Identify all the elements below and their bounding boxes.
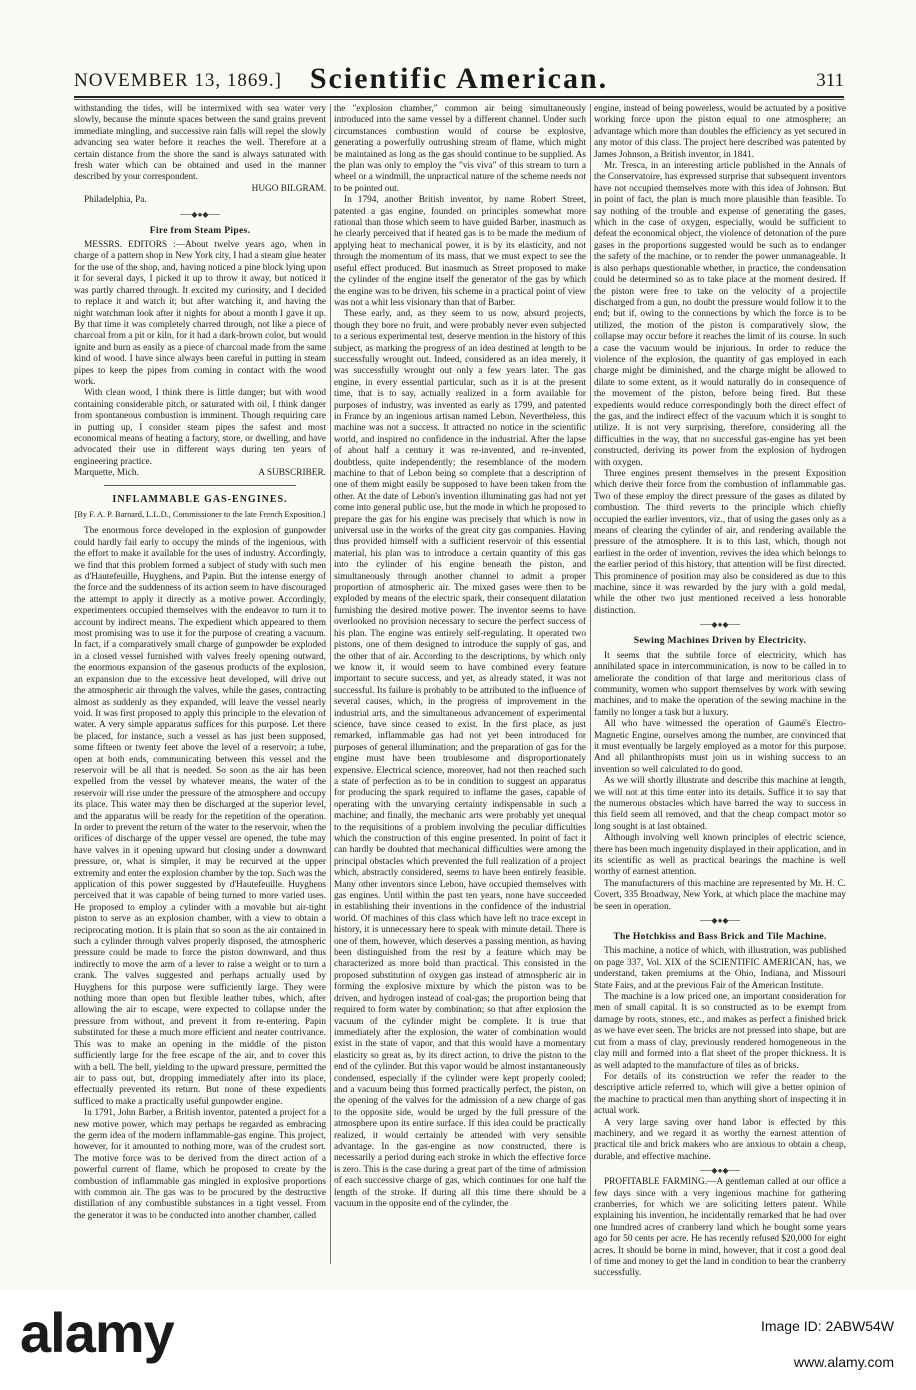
- image-id-label: Image ID: 2ABW54W: [760, 1318, 894, 1334]
- signature-line: [74, 468, 326, 479]
- article-heading-fire-steam-pipes: Fire from Steam Pipes.: [149, 224, 251, 236]
- paragraph: This machine, a notice of which, with illustration, was published on page 337, Vol. XIX of the SCIENTIFIC AMERICAN, has, we understand, taken premiums at the Ohio, Indiana, and Missouri State Fairs, and at the previous Fair of the American Institute.: [594, 946, 846, 991]
- column-1: [74, 104, 326, 1264]
- article-heading-gas-engines: INFLAMMABLE GAS-ENGINES.: [112, 493, 288, 505]
- paragraph: These early, and, as they seem to us now, absurd projects, though they bore no fruit, and were probably never even subjected to a serious experimental test, deserve mention in the history of this subject, as marking the progress of an idea destined at length to be successfully wrought out. Indeed, considered as an idea merely, it was successfully wrought out only a few years later. The gas engine, in every essential particular, such as it is at the present time, that is to say, actually realized in a form available for purposes of industry, was invented as early as 1799, and patented in France by an ingenious artisan named Lebon. Nevertheless, this machine was not a success. It attracted no notice in the scientific world, and inspired no confidence in the industrial. After the lapse of about half a century it was re-invented, and re-invented, doubtless, quite independently; the resemblance of the modern machine to that of Lebon being so complete that a description of one of them might easily be supposed to have been taken from the other. At the date of Lebon's invention illuminating gas had not yet come into general public use, but the mode in which he proposed to prepare the gas for his engine was precisely that which is now in universal use in the works of the great city gas companies. Having thus provided himself with a sufficient reservoir of this essential material, his plan was to introduce a certain quantity of this gas into the cylinder of his engine beneath the piston, and simultaneously through another channel to admit a proper proportion of atmospheric air. The mixed gases were then to be exploded by means of the electric spark, their consequent dilatation furnishing the desired motive power. The inventor seems to have overlooked no provision necessary to secure the perfect success of his plan. The engine was entirely self-regulating. It operated two pistons, one of them designed to introduce the supply of gas, and the other that of air. According to the descriptions, by which only we know it, it would seem to have combined every feature important to secure success, and yet, as already stated, it was not successful. Its failure is probably to be attributed to the influence of several causes, which, in the progress of improvement in the industrial arts, and the simultaneous advancement of experimental science, have since ceased to exist. In the first place, as just remarked, inflammable gas had not yet been introduced for purposes of general illumination; and the preparation of gas for the engine must have been troublesome and disproportionately expensive. Electrical science, moreover, had not then reached such a state of perfection as to be in condition to suggest an apparatus for producing the spark required to inflame the gases, capable of operating with the unvarying certainty indispensable in such a machine; and finally, the mechanic arts were probably yet unequal to the requisitions of a problem involving the peculiar difficulties which the construction of this engine presented. In point of fact it can hardly be doubted that mechanical difficulties were among the principal obstacles which prevented the full realization of a project which, abstractly considered, seems to have been entirely feasible. Many other inventors since Lebon, have occupied themselves with gas engines. Until within the past ten years, none have succeeded in establishing their inventions in the confidence of the industrial world. Of machines of this class which have left no trace except in history, it is unnecessary here to speak with minute detail. There is one of them, however, which deserves a passing mention, as having been distinguished from the rest by a feature which may be characterized as more bold than practical. This consisted in the proposed substitution of oxygen gas instead of atmospheric air in forming the explosive mixture by which the piston was to be driven, and hydrogen instead of coal-gas; the proportion being that required to form water by combination; so that after explosion the vacuum of the cylinder might be complete. It is true that immediately after the explosion, the water of combination would exist in the state of vapor, and that this would have a momentary elasticity so great as, by its direct action, to drive the piston to the end of the cylinder. But this vapor would be almost instantaneously condensed, especially if the cylinder were kept properly cooled; and a vacuum being thus formed practically perfect, the piston, on the opening of the valves for the admission of a new charge of gas to the opposite side, would be urged by the full pressure of the atmosphere upon its entire surface. If this idea could be practically realized, it would certainly be attended with very sensible advantage. In the gas-engine as now constructed, there is necessarily a period during each stroke in which the effective force is zero. This is the case during a great part of the time of admission of each successive charge of gas, which continues for one half the length of the stroke. If during all this time there should be a vacuum in the opposite end of the cylinder, the: [334, 309, 586, 1209]
- paragraph: the "explosion chamber," common air being simultaneously introduced into the same vessel by a different channel. Under such circumstances combustion would of course be explosive, generating a powerfully outrushing stream of flame, which might be maintained as long as the gas should continue to be supplied. As the plan was only to employ the "vis viva" of this stream to turn a wheel or a windmill, the unpractical nature of the scheme needs not to be pointed out.: [334, 104, 586, 194]
- page-number: 311: [816, 70, 844, 91]
- alamy-logo: alamy: [20, 1301, 174, 1364]
- paragraph: All who have witnessed the operation of Gaumé's Electro-Magnetic Engine, ourselves among the number, are convinced that it must eventually be largely employed as a motor for this purpose. And all philanthropists must join us in wishing success to an invention so well calculated to do good.: [594, 719, 846, 775]
- page-header: [74, 62, 844, 96]
- section-ornament: ──◆●◆──: [700, 916, 740, 926]
- column-rule: [590, 104, 591, 1264]
- paragraph: engine, instead of being powerless, would be actuated by a positive working force upon the piston equal to one atmosphere; an advantage which more than doubles the efficiency as yet secured in any motor of this class. The project here described was patented by James Johnson, a British inventor, in 1841.: [594, 104, 846, 160]
- paragraph: As we will shortly illustrate and describe this machine at length, we will not at this time enter into its details. Suffice it to say that the numerous obstacles which have barred the way to success in this field seem all removed, and that the cheap compact motor so long sought is at last obtained.: [594, 776, 846, 832]
- paragraph: The manufacturers of this machine are represented by Mr. H. C. Covert, 335 Broadway, New York, at which place the machine may be seen in operation.: [594, 878, 846, 912]
- article-columns: [74, 104, 846, 1279]
- paragraph: PROFITABLE FARMING.—A gentleman called at our office a few days since with a very ingenious machine for gathering cranberries, for which we are soliciting letters patent. While explaining his invention, he incidentally remarked that he had over one hundred acres of cranberry land which he bought some years ago for 50 cents per acre. He has recently refused $20,000 for eight acres. It should be borne in mind, however, that it cost a good deal of time and money to get the land in condition to bear the cranberry successfully.: [594, 1177, 846, 1279]
- section-ornament: ──◆●◆──: [180, 209, 220, 219]
- paragraph: withstanding the tides, will be intermixed with sea water very slowly, because the minute spaces between the sand grains prevent immediate mingling, and successive rain falls will repel the slowly advancing sea water before it reaches the well. Therefore at a certain distance from the shore the sand is always saturated with fresh water which can be obtained and used in the manner described by your correspondent.: [74, 104, 326, 183]
- section-ornament: ──◆●◆──: [700, 620, 740, 630]
- paragraph: In 1794, another British inventor, by name Robert Street, patented a gas engine, founded on principles somewhat more rational than those which seem to have guided Barber, inasmuch as he clearly perceived that if heated gas is to be made the medium of applying heat to mechanical power, it is by its elasticity, and not through the momentum of its mass, that we must expect to see the useful effect produced. But inasmuch as Street proposed to make the cylinder of the engine itself the generator of the gas by which the engine was to be driven, his scheme in a practical point of view was not a whit less visionary than that of Barber.: [334, 195, 586, 308]
- signature-author: HUGO BILGRAM.: [251, 183, 326, 194]
- article-heading-sewing-machines: Sewing Machines Driven by Electricity.: [633, 635, 807, 647]
- article-heading-brick-machine: The Hotchkiss and Bass Brick and Tile Machine.: [613, 931, 827, 943]
- paragraph: For details of its construction we refer the reader to the descriptive article referred to, which will give a better opinion of the machine to practical men than anything short of inspecting it in actual work.: [594, 1071, 846, 1117]
- paragraph: A very large saving over hand labor is effected by this machinery, and we regard it as worthy the earnest attention of practical tile and brick makers who are anxious to obtain a cheap, durable, and effective machine.: [594, 1117, 846, 1162]
- issue-date: NOVEMBER 13, 1869.]: [74, 70, 282, 91]
- article-byline: [By F. A. P. Barnard, L.L.D., Commissioner to the late French Exposition.]: [74, 510, 326, 519]
- paragraph: Three engines present themselves in the present Exposition which derive their force from the combustion of inflammable gas. Two of these employ the direct pressure of the gases as dilated by combustion. The third reverts to the principle which chiefly occupied the earlier inventors, viz., that of using the gases only as a means of clearing the cylinder of air, and rendering available the pressure of the atmosphere. It is to this last, which, though not earliest in the order of invention, revives the idea which belongs to the earlier period of this history, that attention will be first directed. This prominence of position may also be considered as due to this machine, since it was rewarded by the jury with a gold medal, while the other two just mentioned received a less honorable distinction.: [594, 469, 846, 616]
- section-ornament: ──◆●◆──: [700, 1166, 740, 1176]
- section-divider: [104, 485, 296, 486]
- column-2: [334, 104, 586, 1264]
- paragraph: Although involving well known principles of electric science, there has been much ingenuity displayed in their application, and in its scientific as well as practical bearings the machine is well worthy of earnest attention.: [594, 833, 846, 878]
- paragraph: Mr. Tresca, in an interesting article published in the Annals of the Conservatoire, has expressed surprise that subsequent inventors have not occupied themselves more with this idea of Johnson. But in point of fact, the plan is much more plausible than feasible. To say nothing of the trouble and expense of generating the gases, which in the case of oxygen, especially, would be sufficient to defeat the economical object, the violence of detonation of the pure gases in the proportions suggested would be such as to endanger the safety of the machine, or to render the power unmanageable. It is also perhaps questionable whether, in practice, the condensation could be determined so as to take place at the moment desired. If the piston were free to take on the velocity of a projectile discharged from a gun, no doubt the pressure would follow it to the end; but if, owing to the connections by which the force is to be utilized, the motion of the piston is comparatively slow, the collapse may occur before it reaches the limit of its course. In such a case the vacuum would be injurious. In order to reduce the violence of the explosion, the quantity of gas employed in each charge might be diminished, and the charge might be allowed to dilate to some extent, as it would naturally do in consequence of the movement of the piston, before being fired. But these expedients would reduce correspondingly both the direct effect of the gas, and the indirect effect of the vacuum which it is sought to utilize. It is not very surprising, therefore, considering all the difficulties in the way, that no successful gas-engine has yet been constructed, deriving its power from the explosion of hydrogen with oxygen.: [594, 161, 846, 468]
- paragraph: The machine is a low priced one, an important consideration for men of small capital. It is so constructed as to be exempt from damage by roots, stones, etc., and makes as perfect a finished brick as we have ever seen. The bricks are not pressed into shape, but are cut from a mass of clay, previously rendered homogeneous in the clay mill and formed into a flat sheet of the proper thickness. It is as well adapted to the manufacture of tiles as of bricks.: [594, 992, 846, 1071]
- header-rule: [74, 96, 844, 98]
- masthead-title: Scientific American.: [309, 62, 609, 95]
- column-rule: [330, 104, 331, 1264]
- header-rule-thin: [74, 99, 844, 100]
- column-3: [594, 104, 846, 1279]
- paragraph: MESSRS. EDITORS :—About twelve years ago, when in charge of a pattern shop in New York city, I had a steam glue heater for the use of the shop, and, having noticed a pine block lying upon it for several days, I picked it up to throw it away, but noticed it was partly charred through. It excited my curiosity, and I decided to replace it and watch it; but after watching it, and having the night watchman look after it nights for about a month I gave it up. By that time it was completely charred through, not like a piece of charcoal from a pit or kiln, for it had a dark-brown color, but would ignite and burn as easily as a piece of charcoal made from the same kind of wood. I have since always been careful in putting in steam pipes to keep the pipes from coming in contact with the wood work.: [74, 240, 326, 387]
- paragraph: In 1791, John Barber, a British inventor, patented a project for a new motive power, which may perhaps be regarded as embracing the germ idea of the modern inflammable-gas engine. This project, however, for it amounted to nothing more, was of the crudest sort. The motive force was to be derived from the direct action of a powerful current of flame, which he proposed to create by the combustion of inflammable gas mingled in explosive proportions with common air. The gas was to be procured by the destructive distillation of any combustible substances in a tight vessel. From the generator it was to be conducted into another chamber, called: [74, 1108, 326, 1221]
- paragraph: The enormous force developed in the explosion of gunpowder could hardly fail early to occupy the minds of the ingenious, with the effort to make it available for the uses of industry. Accordingly, we find that this problem formed a subject of study with such men as d'Hautefeuille, Huyghens, and Papin. But the intense energy of the force and the suddenness of its action seem to have discouraged the attempt to apply it directly as a motive power. Accordingly, experimenters occupied themselves with the endeavor to turn it to account by indirect means. The expedient which appeared to them most promising was to use it for the purpose of creating a vacuum. In fact, if a comparatively small charge of gunpowder be exploded in a closed vessel furnished with valves freely opening outward, the enormous expansion of the gaseous products of the explosion, an expansion due to the excessive heat developed, will drive out the atmospheric air through the valves, while the gases, contracting almost as suddenly as they expanded, will leave the vessel nearly void. It was first proposed to apply this principle to the elevation of water. A very simple apparatus suffices for this purpose. Let there be placed, for instance, such a vessel as has just been supposed, some fifteen or twenty feet above the level of a reservoir; a tube, open at both ends, communicating between this vessel and the reservoir will be all that is needed. So soon as the air has been expelled from the vessel by whatever means, the water of the reservoir will rise under the pressure of the atmosphere and occupy its place. This water may then be discharged at the superior level, and the apparatus will be ready for the repetition of the operation. In order to prevent the return of the water to the reservoir, when the orifices of discharge of the upper vessel are opened, the tube may have valves in it opening upward but closing under a downward pressure, or, what is simpler, it may be recurved at the upper extremity and enter the explosion chamber by the top. Such was the application of this power suggested by d'Hautefeuille. Huyghens perceived that it was capable of being turned to more varied uses. He proposed to employ a cylinder with a movable but air-tight piston to serve as an explosion chamber, with a view to obtain a reciprocating motion. It is plain that so soon as the air contained in such a cylinder through valves properly disposed, the atmospheric pressure could be made to force the piston downward, and thus indirectly to move the arm of a lever to raise a weight or to turn a crank. The valves suggested and perhaps actually used by Huyghens for this purpose were sufficiently large. They were nothing more than open but flexible leather tubes, which, after allowing the air to escape, were expected to collapse under the pressure from without, and prevent it from re-entering. Papin substituted for these a much more efficient and neater contrivance. This was to make an opening in the middle of the piston sufficiently large for the free escape of the air, and to cover this with a bell. The bell, yielding to the upward pressure, permitted the air to pass out, but, dropping immediately after into its place, effectually prevented its return. But none of these expedients sufficed to make a practically useful gunpowder engine.: [74, 526, 326, 1107]
- watermark-url: www.alamy.com: [793, 1354, 894, 1370]
- paragraph: It seems that the subtile force of electricity, which has annihilated space in intercommunication, is now to be called in to ameliorate the condition of that large and meritorious class of community, women who support themselves by work with sewing machines, and to make the operation of the sewing machine in the family no longer a task but a luxury.: [594, 650, 846, 718]
- paragraph: With clean wood, I think there is little danger; but with wood containing considerable pitch, or saturated with oil, I think danger from spontaneous combustion is imminent. Though requiring care in putting up, I consider steam pipes the safest and most economical means of heating a factory, store, or dwelling, and have advocated their use in different ways during ten years of engineering practice.: [74, 388, 326, 467]
- signature-place: Marquette, Mich.: [74, 468, 139, 479]
- signature-author: A SUBSCRIBER.: [258, 468, 326, 479]
- signature-place: Philadelphia, Pa.: [84, 195, 147, 206]
